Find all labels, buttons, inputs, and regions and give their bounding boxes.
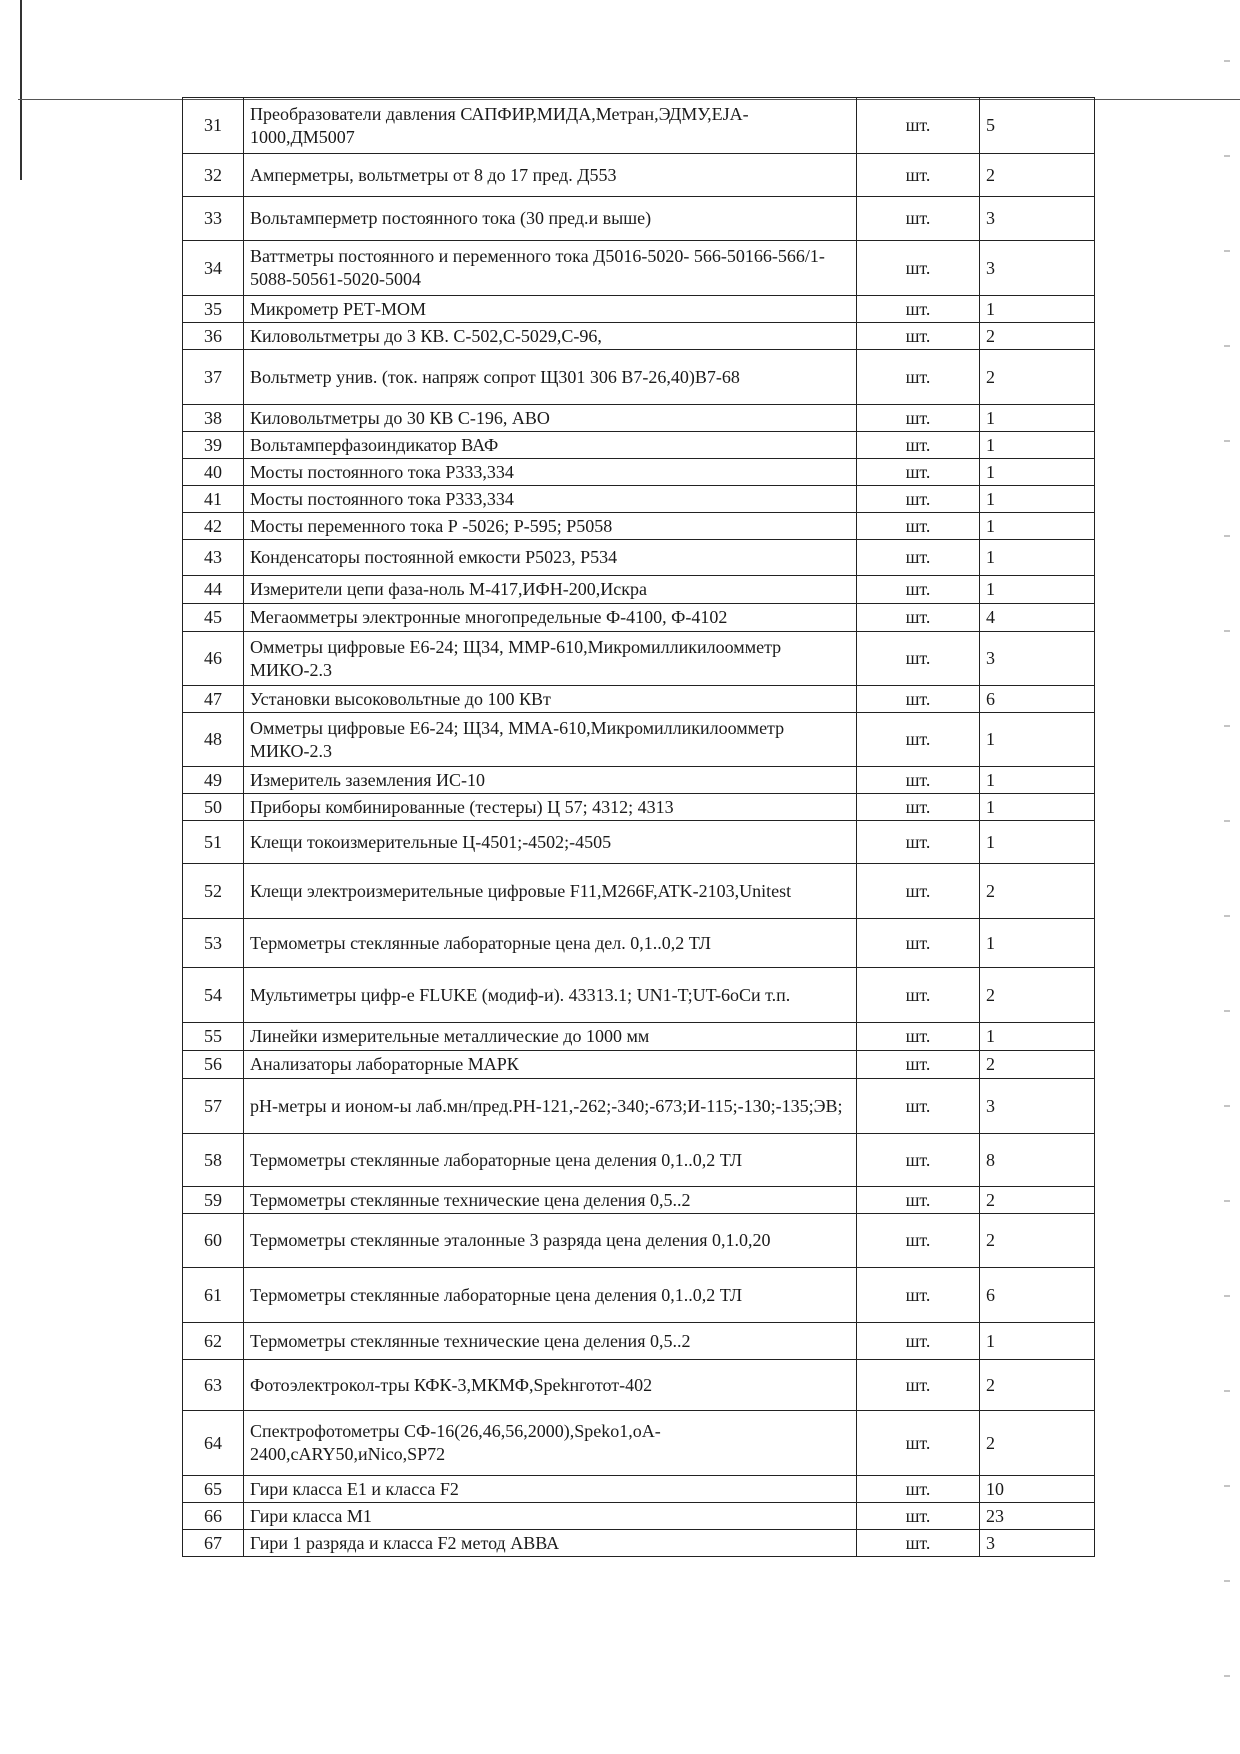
item-quantity: 1 — [980, 432, 1095, 459]
table-row — [183, 919, 1095, 968]
item-quantity: 3 — [980, 1530, 1095, 1557]
row-number: 31 — [183, 98, 244, 154]
equipment-table-body — [183, 98, 1095, 1557]
item-unit: шт. — [857, 154, 980, 197]
item-quantity: 1 — [980, 576, 1095, 604]
item-quantity: 2 — [980, 154, 1095, 197]
table-row — [183, 1360, 1095, 1411]
row-number: 66 — [183, 1503, 244, 1530]
item-quantity: 3 — [980, 197, 1095, 241]
item-name: Гири класса Е1 и класса F2 — [244, 1476, 857, 1503]
item-quantity: 2 — [980, 968, 1095, 1023]
row-number: 43 — [183, 540, 244, 576]
table-row — [183, 1476, 1095, 1503]
item-name: Киловольтметры до 30 КВ С-196, АВО — [244, 405, 857, 432]
item-unit: шт. — [857, 459, 980, 486]
row-number: 48 — [183, 713, 244, 767]
item-unit: шт. — [857, 432, 980, 459]
row-number: 34 — [183, 241, 244, 296]
item-quantity: 1 — [980, 713, 1095, 767]
table-row — [183, 686, 1095, 713]
item-name: Установки высоковольтные до 100 КВт — [244, 686, 857, 713]
item-name: Приборы комбинированные (тестеры) Ц 57; 4312; 4313 — [244, 794, 857, 821]
item-quantity: 6 — [980, 1268, 1095, 1323]
table-row — [183, 486, 1095, 513]
row-number: 61 — [183, 1268, 244, 1323]
row-number: 46 — [183, 632, 244, 686]
item-quantity: 1 — [980, 513, 1095, 540]
table-row — [183, 1530, 1095, 1557]
row-number: 65 — [183, 1476, 244, 1503]
table-row — [183, 1079, 1095, 1134]
table-row — [183, 632, 1095, 686]
row-number: 54 — [183, 968, 244, 1023]
item-quantity: 4 — [980, 604, 1095, 632]
item-name: Клещи токоизмерительные Ц-4501;-4502;-4505 — [244, 821, 857, 864]
row-number: 56 — [183, 1051, 244, 1079]
item-quantity: 6 — [980, 686, 1095, 713]
item-unit: шт. — [857, 1079, 980, 1134]
item-name: Конденсаторы постоянной емкости Р5023, Р534 — [244, 540, 857, 576]
table-row — [183, 154, 1095, 197]
row-number: 59 — [183, 1187, 244, 1214]
row-number: 42 — [183, 513, 244, 540]
table-row — [183, 432, 1095, 459]
item-quantity: 2 — [980, 1214, 1095, 1268]
item-name: Термометры стеклянные эталонные 3 разряда цена деления 0,1.0,20 — [244, 1214, 857, 1268]
item-quantity: 2 — [980, 1187, 1095, 1214]
row-number: 64 — [183, 1411, 244, 1476]
item-quantity: 2 — [980, 1411, 1095, 1476]
item-unit: шт. — [857, 1503, 980, 1530]
item-quantity: 1 — [980, 767, 1095, 794]
item-unit: шт. — [857, 604, 980, 632]
item-name: Преобразователи давления САПФИР,МИДА,Метран,ЭДМУ,EJA-1000,ДМ5007 — [244, 98, 857, 154]
table-row — [183, 1023, 1095, 1051]
item-quantity: 8 — [980, 1134, 1095, 1187]
item-name: Термометры стеклянные лабораторные цена деления 0,1..0,2 ТЛ — [244, 1134, 857, 1187]
row-number: 35 — [183, 296, 244, 323]
item-unit: шт. — [857, 540, 980, 576]
item-name: Термометры стеклянные лабораторные цена деления 0,1..0,2 ТЛ — [244, 1268, 857, 1323]
row-number: 57 — [183, 1079, 244, 1134]
table-row — [183, 1134, 1095, 1187]
item-name: Спектрофотометры СФ-16(26,46,56,2000),Speko1,oA-2400,cARY50,иNico,SP72 — [244, 1411, 857, 1476]
item-unit: шт. — [857, 1476, 980, 1503]
item-name: Ваттметры постоянного и переменного тока Д5016-5020- 566-50166-566/1-5088-50561-5020-5004 — [244, 241, 857, 296]
item-quantity: 1 — [980, 405, 1095, 432]
table-row — [183, 350, 1095, 405]
item-quantity: 23 — [980, 1503, 1095, 1530]
item-unit: шт. — [857, 98, 980, 154]
row-number: 50 — [183, 794, 244, 821]
item-unit: шт. — [857, 1530, 980, 1557]
item-unit: шт. — [857, 713, 980, 767]
item-unit: шт. — [857, 296, 980, 323]
item-name: Термометры стеклянные лабораторные цена дел. 0,1..0,2 ТЛ — [244, 919, 857, 968]
row-number: 63 — [183, 1360, 244, 1411]
row-number: 36 — [183, 323, 244, 350]
row-number: 44 — [183, 576, 244, 604]
item-unit: шт. — [857, 686, 980, 713]
item-unit: шт. — [857, 632, 980, 686]
item-name: Гири класса М1 — [244, 1503, 857, 1530]
item-quantity: 2 — [980, 323, 1095, 350]
item-unit: шт. — [857, 350, 980, 405]
item-name: Фотоэлектрокол-тры КФК-3,МКМФ,Spekнготот-402 — [244, 1360, 857, 1411]
item-unit: шт. — [857, 197, 980, 241]
item-unit: шт. — [857, 1360, 980, 1411]
table-row — [183, 1214, 1095, 1268]
item-unit: шт. — [857, 323, 980, 350]
item-quantity: 3 — [980, 1079, 1095, 1134]
row-number: 32 — [183, 154, 244, 197]
item-name: Анализаторы лабораторные МАРК — [244, 1051, 857, 1079]
table-row — [183, 713, 1095, 767]
item-quantity: 2 — [980, 1051, 1095, 1079]
item-unit: шт. — [857, 821, 980, 864]
item-unit: шт. — [857, 968, 980, 1023]
item-quantity: 2 — [980, 864, 1095, 919]
table-row — [183, 821, 1095, 864]
row-number: 62 — [183, 1323, 244, 1360]
item-name: Измерители цепи фаза-ноль М-417,ИФН-200,Искра — [244, 576, 857, 604]
item-name: Омметры цифровые Е6-24; Щ34, ММА-610,Микромилликилоомметр МИКО-2.3 — [244, 713, 857, 767]
item-quantity: 1 — [980, 919, 1095, 968]
item-unit: шт. — [857, 241, 980, 296]
item-name: Мосты переменного тока Р -5026; Р-595; Р5058 — [244, 513, 857, 540]
table-row — [183, 296, 1095, 323]
row-number: 39 — [183, 432, 244, 459]
item-name: Линейки измерительные металлические до 1000 мм — [244, 1023, 857, 1051]
item-name: Мосты постоянного тока Р333,334 — [244, 459, 857, 486]
item-quantity: 2 — [980, 1360, 1095, 1411]
row-number: 45 — [183, 604, 244, 632]
row-number: 51 — [183, 821, 244, 864]
table-row — [183, 1323, 1095, 1360]
table-row — [183, 1187, 1095, 1214]
item-name: Киловольтметры до 3 КВ. С-502,С-5029,С-96, — [244, 323, 857, 350]
table-row — [183, 1051, 1095, 1079]
item-quantity: 1 — [980, 821, 1095, 864]
item-name: Вольтамперфазоиндикатор ВАФ — [244, 432, 857, 459]
item-unit: шт. — [857, 1268, 980, 1323]
item-name: Вольтамперметр постоянного тока (30 пред.и выше) — [244, 197, 857, 241]
equipment-table — [182, 97, 1095, 1557]
row-number: 55 — [183, 1023, 244, 1051]
table-row — [183, 1268, 1095, 1323]
table-row — [183, 197, 1095, 241]
scan-edge-mark — [12, 0, 22, 180]
item-unit: шт. — [857, 794, 980, 821]
row-number: 52 — [183, 864, 244, 919]
item-name: Термометры стеклянные технические цена деления 0,5..2 — [244, 1187, 857, 1214]
table-row — [183, 241, 1095, 296]
item-unit: шт. — [857, 1187, 980, 1214]
table-row — [183, 513, 1095, 540]
item-name: Амперметры, вольтметры от 8 до 17 пред. Д553 — [244, 154, 857, 197]
item-name: Термометры стеклянные технические цена деления 0,5..2 — [244, 1323, 857, 1360]
item-name: Омметры цифровые Е6-24; Щ34, ММР-610,Микромилликилоомметр МИКО-2.3 — [244, 632, 857, 686]
item-name: Гири 1 разряда и класса F2 метод АВВА — [244, 1530, 857, 1557]
item-unit: шт. — [857, 405, 980, 432]
item-name: Измеритель заземления ИС-10 — [244, 767, 857, 794]
row-number: 67 — [183, 1530, 244, 1557]
table-row — [183, 576, 1095, 604]
item-unit: шт. — [857, 1023, 980, 1051]
item-unit: шт. — [857, 576, 980, 604]
item-quantity: 1 — [980, 1023, 1095, 1051]
item-unit: шт. — [857, 1134, 980, 1187]
item-unit: шт. — [857, 1051, 980, 1079]
row-number: 33 — [183, 197, 244, 241]
item-name: Мультиметры цифр-е FLUKE (модиф-и). 43313.1; UN1-T;UT-6оСи т.п. — [244, 968, 857, 1023]
row-number: 47 — [183, 686, 244, 713]
item-unit: шт. — [857, 513, 980, 540]
item-quantity: 1 — [980, 794, 1095, 821]
row-number: 38 — [183, 405, 244, 432]
table-row — [183, 604, 1095, 632]
item-name: Микрометр РЕТ-МОМ — [244, 296, 857, 323]
table-row — [183, 323, 1095, 350]
row-number: 58 — [183, 1134, 244, 1187]
table-row — [183, 1411, 1095, 1476]
row-number: 53 — [183, 919, 244, 968]
row-number: 40 — [183, 459, 244, 486]
table-row — [183, 767, 1095, 794]
item-name: Вольтметр унив. (ток. напряж сопрот Щ301 306 В7-26,40)В7-68 — [244, 350, 857, 405]
table-row — [183, 794, 1095, 821]
item-name: рН-метры и ионом-ы лаб.мн/пред.РН-121,-262;-340;-673;И-115;-130;-135;ЭВ; — [244, 1079, 857, 1134]
item-unit: шт. — [857, 1411, 980, 1476]
item-unit: шт. — [857, 1323, 980, 1360]
item-name: Мегаомметры электронные многопредельные Ф-4100, Ф-4102 — [244, 604, 857, 632]
item-quantity: 1 — [980, 296, 1095, 323]
item-quantity: 1 — [980, 459, 1095, 486]
row-number: 37 — [183, 350, 244, 405]
item-quantity: 3 — [980, 632, 1095, 686]
table-row — [183, 968, 1095, 1023]
table-row — [183, 459, 1095, 486]
table-row — [183, 864, 1095, 919]
item-quantity: 10 — [980, 1476, 1095, 1503]
item-quantity: 1 — [980, 540, 1095, 576]
item-name: Клещи электроизмерительные цифровые F11,M266F,ATK-2103,Unitest — [244, 864, 857, 919]
scan-right-margin — [1224, 0, 1230, 1754]
item-name: Мосты постоянного тока Р333,334 — [244, 486, 857, 513]
item-quantity: 1 — [980, 1323, 1095, 1360]
item-unit: шт. — [857, 864, 980, 919]
table-row — [183, 405, 1095, 432]
item-quantity: 2 — [980, 350, 1095, 405]
item-unit: шт. — [857, 919, 980, 968]
row-number: 49 — [183, 767, 244, 794]
item-unit: шт. — [857, 1214, 980, 1268]
table-row — [183, 1503, 1095, 1530]
item-quantity: 3 — [980, 241, 1095, 296]
row-number: 60 — [183, 1214, 244, 1268]
table-row — [183, 98, 1095, 154]
item-quantity: 1 — [980, 486, 1095, 513]
table-row — [183, 540, 1095, 576]
row-number: 41 — [183, 486, 244, 513]
item-unit: шт. — [857, 767, 980, 794]
item-unit: шт. — [857, 486, 980, 513]
item-quantity: 5 — [980, 98, 1095, 154]
